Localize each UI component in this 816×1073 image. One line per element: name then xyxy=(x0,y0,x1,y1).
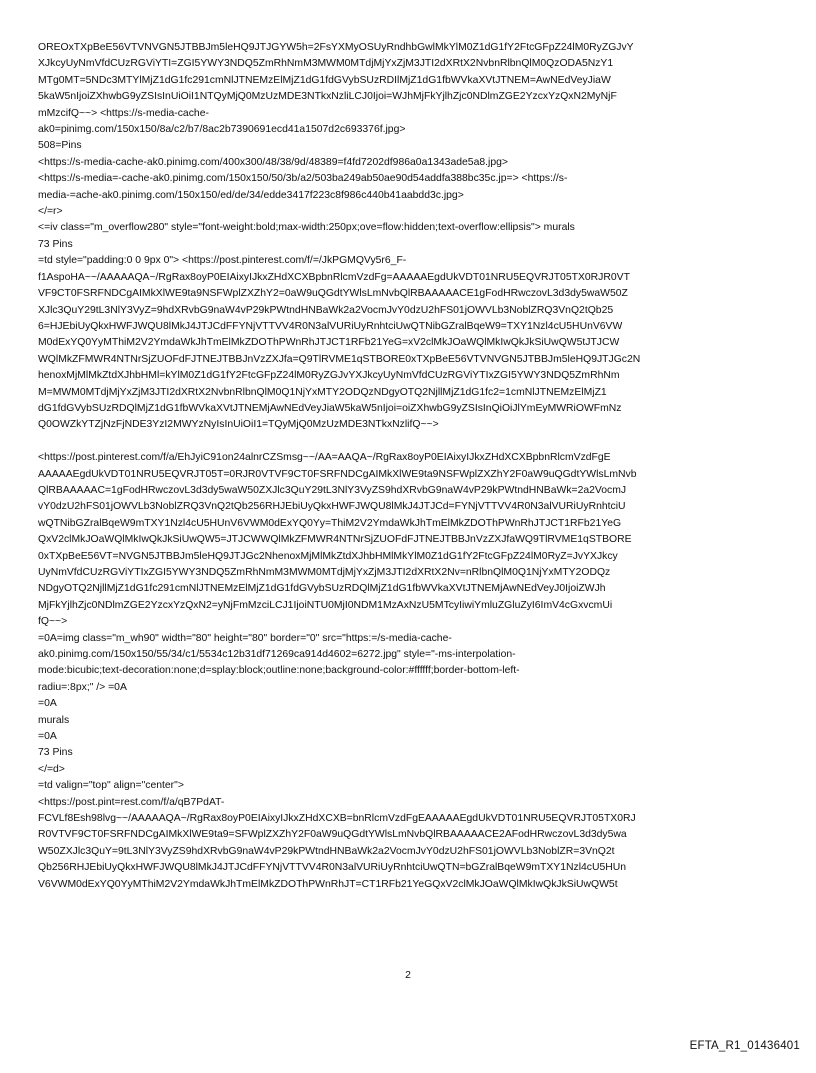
text-line: media-=ache-ak0.pinimg.com/150x150/ed/de/34/edde3417f223c8f986c440b41aabdd3c.jpg> xyxy=(38,189,464,201)
text-line: Qb256RHJEbiUyQkxHWFJWQU8lMkJ4JTJCdFFYNjVTTVV4R0N3alVURiUyRnhtciUwQTN=bGZralBqeW9mTXY1Nzl4cU5HUn xyxy=(38,862,627,874)
text-line: MjFkYjlhZjc0NDlmZGE2YzcxYzQxN2=yNjFmMzciLCJ1IjoiNTU0MjI0NDM1MzAxNzU5MTcyIiwiYmluZGluZyI6ImV4cGxvcmUi xyxy=(38,599,613,611)
text-line: 73 Pins xyxy=(38,747,73,759)
text-line: XJkcyUyNmVfdCUzRGViYTI=ZGI5YWY3NDQ5ZmRhNmM3MWM0MTdjMjYxZjM3JTI2dXRtX2NvbnRlbnQlM0QzODA5NzY1 xyxy=(38,58,614,70)
text-line: 0xTXpBeE56VT=NVGN5JTBBJm5leHQ9JTJGc2NhenoxMjMlMkZtdXJhbHMlMkYlM0Z1dG1fY2FtcGFpZ24lM0RyZ=JvYXJkcy xyxy=(38,550,618,562)
bates-number: EFTA_R1_01436401 xyxy=(689,1040,800,1052)
text-line: vY0dzU2hFS01jOWVLb3NoblZRQ3VnQ2tQb256RHJEbiUyQkxHWFJWQU8lMkJ4JTJCd=FYNjVTTVV4R0N3alVURiUyRnhtciU xyxy=(38,501,626,513)
text-line: f1AspoHA~~/AAAAAQA~/RgRax8oyP0EIAixyIJkxZHdXCXBpbnRlcmVzdFg=AAAAAEgdUkVDT01NRU5EQVRJT05TX0RJR0VT xyxy=(38,271,630,283)
text-line: <https://s-media-cache-ak0.pinimg.com/400x300/48/38/9d/48389=f4fd7202df986a0a1343ade5a8.jpg> xyxy=(38,156,508,168)
text-line: R0VTVF9CT0FSRFNDCgAIMkXlWE9ta9=SFWplZXZhY2F0aW9uQGdtYWlsLmNvbQlRBAAAAACE2AFodHRwczovL3d3dy5wa xyxy=(38,829,627,841)
text-line: UyNmVfdCUzRGViYTIxZGI5YWY3NDQ5ZmRhNmM3MWM0MTdjMjYxZjM3JTI2dXRtX2Nv=nRlbnQlM0Q1NjYxMTY2ODQz xyxy=(38,566,611,578)
text-line: Q0OWZkYTZjNzFjNDE3YzI2MWYzNyIsInUiOiI1=TQyMjQ0MzUzMDE3NTkxNzlifQ~~> xyxy=(38,419,439,431)
text-line: OREOxTXpBeE56VTVNVGN5JTBBJm5leHQ9JTJGYW5h=2FsYXMyOSUyRndhbGwlMkYlM0Z1dG1fY2FtcGFpZ24lM0RyZGJvY xyxy=(38,42,634,53)
text-line: radiu=:8px;" /> =0A xyxy=(38,681,127,693)
text-line: mode:bicubic;text-decoration:none;d=splay:block;outline:none;background-color:#ffffff;border-bottom-left- xyxy=(38,665,520,677)
text-line: MTg0MT=5NDc3MTYlMjZ1dG1fc291cmNlJTNEMzElMjZ1dG1fdGVybSUzRDIlMjZ1dG1fbWVkaXVtJTNEM=AwNEdVeyJiaW xyxy=(38,74,611,86)
blank-line xyxy=(38,434,778,450)
text-line: ak0=pinimg.com/150x150/8a/c2/b7/8ac2b7390691ecd41a1507d2c693376f.jpg> xyxy=(38,124,406,136)
text-line: AAAAAEgdUkVDT01NRU5EQVRJT05T=0RJR0VTVF9CT0FSRFNDCgAIMkXlWE9ta9NSFWplZXZhY2F0aW9uQGdtYWlsLmNvb xyxy=(38,468,637,480)
text-line: =td valign="top" align="center"> xyxy=(38,780,184,792)
text-line: mMzcifQ~~> <https://s-media-cache- xyxy=(38,107,209,119)
text-line: <https://post.pint=rest.com/f/a/qB7PdAT- xyxy=(38,796,225,808)
text-line: QlRBAAAAAC=1gFodHRwczovL3d3dy5waW50ZXJlc3QuY29tL3NlY3VyZS9hdXRvbG9naW4vP29kPWtndHNBaWk=2a2VocmJ xyxy=(38,484,627,496)
text-line: henoxMjMlMkZtdXJhbHMl=kYlM0Z1dG1fY2FtcGFpZ24lM0RyZGJvYXJkcyUyNmVfdCUzRGViYTIxZGI5YWY3NDQ5ZmRhNm xyxy=(38,370,620,382)
text-line: =0A xyxy=(38,698,57,710)
text-line: dG1fdGVybSUzRDQlMjZ1dG1fbWVkaXVtJTNEMjAwNEdVeyJiaW5kaW5nIjoi=oiZXhwbG9yZSIsInQiOiJlYmEyMWRiOWFmNz xyxy=(38,402,622,414)
text-line: XJlc3QuY29tL3NlY3VyZ=9hdXRvbG9naW4vP29kPWtndHNBaWk2a2VocmJvY0dzU2hFS01jOWVLb3NoblZRQ3VnQ2tQb25 xyxy=(38,304,614,316)
text-line: </=d> xyxy=(38,763,65,775)
email-source-text xyxy=(38,40,778,893)
text-line: NDgyOTQ2NjllMjZ1dG1fc291cmNlJTNEMzElMjZ1dG1fdGVybSUzRDQlMjZ1dG1fbWVkaXVtJTNEMjAwNEdVeyJ0IjoiZWJh xyxy=(38,583,606,595)
text-line: M0dExYQ0YyMThiM2V2YmdaWkJhTmElMkZDOThPWnRhJTJCT1RFb21YeG=xV2clMkJOaWQlMkIwQkJkSiUwQW5tJTJCW xyxy=(38,337,620,349)
text-line: <https://s-media=-cache-ak0.pinimg.com/150x150/50/3b/a2/503ba249ab50ae90d54addfa388bc35c.jp=> <https://s- xyxy=(38,173,568,185)
text-line: </=r> xyxy=(38,206,63,218)
text-line: ak0.pinimg.com/150x150/55/34/c1/5534c12b31df71269ca914d4602=6272.jpg" style="-ms-interpolation- xyxy=(38,649,516,661)
text-line: 6=HJEbiUyQkxHWFJWQU8lMkJ4JTJCdFFYNjVTTVV4R0N3alVURiUyRnhtciUwQTNibGZralBqeW9=TXY1Nzl4cU5HUnV6VW xyxy=(38,320,623,332)
text-line: <=iv class="m_overflow280" style="font-weight:bold;max-width:250px;ove=flow:hidden;text-overflow:ellipsis"> murals xyxy=(38,222,575,234)
text-line: 73 Pins xyxy=(38,238,73,250)
text-line: FCVLf8Esh98lvg~~/AAAAAQA~/RgRax8oyP0EIAixyIJkxZHdXCXB=bnRlcmVzdFgEAAAAAEgdUkVDT01NRU5EQVRJT05TX0RJ xyxy=(38,813,636,825)
text-line: WQlMkZFMWR4NTNrSjZUOFdFJTNEJTBBJnVzZXJfa=Q9TlRVME1qSTBORE0xTXpBeE56VTVNVGN5JTBBJm5leHQ9JTJGc2N xyxy=(38,353,641,365)
text-line: wQTNibGZralBqeW9mTXY1Nzl4cU5HUnV6VWM0dExYQ0Yy=ThiM2V2YmdaWkJhTmElMkZDOThPWnRhJTJCT1RFb21YeG xyxy=(38,517,622,529)
text-line: 508=Pins xyxy=(38,140,82,152)
text-line: murals xyxy=(38,714,70,726)
text-line: =0A xyxy=(38,731,57,743)
text-line: QxV2clMkJOaWQlMkIwQkJkSiUwQW5=JTJCWWQlMkZFMWR4NTNrSjZUOFdFJTNEJTBBJnVzZXJfaWQ9TlRVME1qSTBORE xyxy=(38,534,632,546)
text-line: V6VWM0dExYQ0YyMThiM2V2YmdaWkJhTmElMkZDOThPWnRhJT=CT1RFb21YeGQxV2clMkJOaWQlMkIwQkJkSiUwQW5t xyxy=(38,878,618,890)
text-line: =0A=img class="m_wh90" width="80" height="80" border="0" src="https:=/s-media-cache- xyxy=(38,632,452,644)
page-number: 2 xyxy=(405,970,411,981)
text-line: =td style="padding:0 0 9px 0"> <https://post.pinterest.com/f/=/JkPGMQVy5r6_F- xyxy=(38,255,407,267)
text-line: fQ~~> xyxy=(38,616,68,628)
text-line: <https://post.pinterest.com/f/a/EhJyiC91on24alnrCZSmsg~~/AA=AAQA~/RgRax8oyP0EIAixyIJkxZHdXCXBpbnRlcmVzdFgE xyxy=(38,452,611,464)
text-line: 5kaW5nIjoiZXhwbG9yZSIsInUiOiI1NTQyMjQ0MzUzMDE3NTkxNzliLCJ0Ijoi=WJhMjFkYjlhZjc0NDlmZGE2YzcxYzQxN2MyNjF xyxy=(38,91,617,103)
text-line: M=MWM0MTdjMjYxZjM3JTI2dXRtX2NvbnRlbnQlM0Q1NjYxMTY2ODQzNDgyOTQ2NjllMjZ1dG1fc2=1cmNlJTNEMzElMjZ1 xyxy=(38,386,607,398)
text-line: VF9CT0FSRFNDCgAIMkXlWE9ta9NSFWplZXZhY2=0aW9uQGdtYWlsLmNvbQlRBAAAAACE1gFodHRwczovL3d3dy5waW50Z xyxy=(38,288,628,300)
text-line: W50ZXJlc3QuY=9tL3NlY3VyZS9hdXRvbG9naW4vP29kPWtndHNBaWk2a2VocmJvY0dzU2hFS01jOWVLb3NoblZR=3VnQ2t xyxy=(38,845,615,857)
